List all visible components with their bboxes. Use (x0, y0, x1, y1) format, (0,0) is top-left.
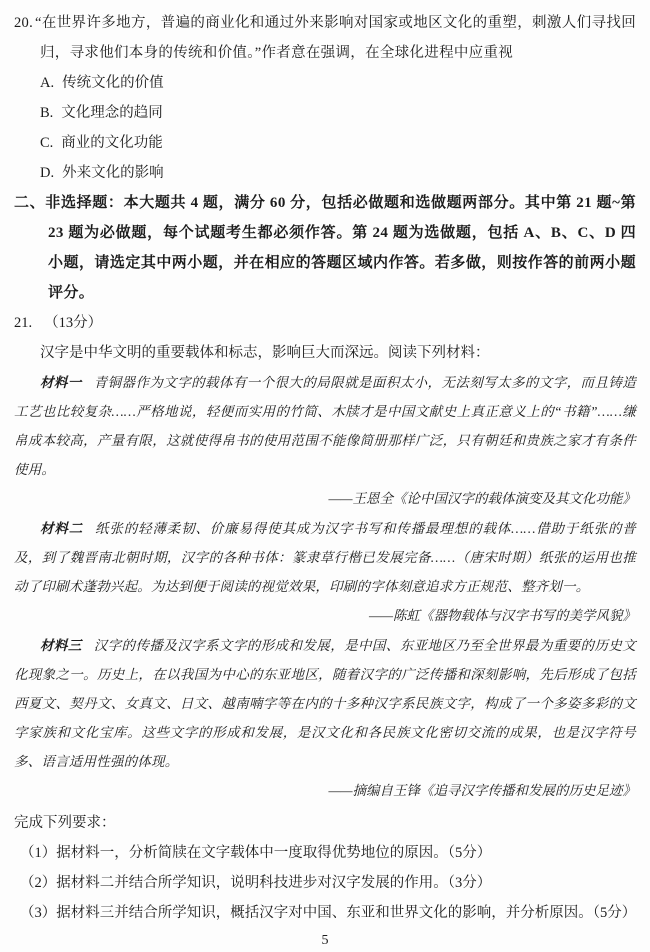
question-21-number: 21. (14, 315, 33, 331)
option-a-text: 传统文化的价值 (62, 75, 164, 91)
question-20-option-c (14, 128, 636, 158)
question-21-intro: 汉字是中华文明的重要载体和标志，影响巨大而深远。阅读下列材料： (40, 345, 490, 361)
material-3-source: ——摘编自王锋《追寻汉字传播和发展的历史足迹》 (328, 783, 636, 798)
material-2-label: 材料二 (40, 521, 84, 536)
option-d-text: 外来文化的影响 (62, 165, 164, 181)
question-20-stem (14, 8, 636, 68)
option-b-text: 文化理念的趋同 (61, 105, 163, 121)
requirements-heading: 完成下列要求： (14, 815, 116, 831)
material-3 (14, 631, 636, 776)
material-1-text: 青铜器作为文字的载体有一个很大的局限就是面积太小，无法刻写太多的文字，而且铸造工艺也比较复杂……严格地说，轻便而实用的竹简、木牍才是中国文献史上真正意义上的“书籍”……缣帛成本较高，产量有限，这就使得帛书的使用范围不能像简册那样广泛，只有朝廷和贵族之家才有条件使用。 (14, 375, 636, 477)
question-20-number: 20. (14, 15, 34, 31)
option-c-text: 商业的文化功能 (61, 135, 163, 151)
question-20-option-b (14, 98, 636, 128)
option-d-label: D. (40, 165, 55, 181)
material-1-label: 材料一 (40, 375, 82, 390)
option-b-label: B. (40, 105, 54, 121)
option-a-label: A. (40, 75, 55, 91)
question-21-header (14, 308, 636, 338)
question-20-option-a (14, 68, 636, 98)
material-3-label: 材料三 (40, 638, 82, 653)
section-2-instructions: 二、非选择题：本大题共 4 题，满分 60 分，包括必做题和选做题两部分。其中第 21 题~第 23 题为必做题，每个试题考生都必须作答。第 24 题为选做题，包括 A、B、C、D 四小题，请选定其中两小题，并在相应的答题区域内作答。若多做，则按作答的前两小题评分。 (14, 195, 636, 301)
question-20-text: “在世界许多地方，普遍的商业化和通过外来影响对国家或地区文化的重塑，刺激人们寻找回归，寻求他们本身的传统和价值。”作者意在强调，在全球化进程中应重视 (35, 15, 636, 61)
material-1-source: ——王恩全《论中国汉字的载体演变及其文化功能》 (328, 491, 636, 506)
material-2-source: ——陈虹《器物载体与汉字书写的美学风貌》 (368, 608, 636, 623)
question-20-option-d (14, 158, 636, 188)
material-2 (14, 514, 636, 601)
option-c-label: C. (40, 135, 54, 151)
question-21-score: （13分） (44, 315, 103, 331)
sub-question-3: （3）据材料三并结合所学知识，概括汉字对中国、东亚和世界文化的影响，并分析原因。（5分） (20, 905, 637, 921)
page-number: 5 (321, 933, 329, 948)
material-2-text: 纸张的轻薄柔韧、价廉易得使其成为汉字书写和传播最理想的载体……借助于纸张的普及，到了魏晋南北朝时期，汉字的各种书体：篆隶草行楷已发展完备……（唐宋时期）纸张的运用也推动了印刷术蓬勃兴起。为达到便于阅读的视觉效果，印刷的字体刻意追求方正规范、整齐划一。 (14, 521, 636, 594)
sub-question-2: （2）据材料二并结合所学知识，说明科技进步对汉字发展的作用。（3分） (20, 875, 492, 891)
material-1 (14, 368, 636, 484)
sub-question-1: （1）据材料一，分析简牍在文字载体中一度取得优势地位的原因。（5分） (20, 845, 492, 861)
material-3-text: 汉字的传播及汉字系文字的形成和发展，是中国、东亚地区乃至全世界最为重要的历史文化现象之一。历史上，在以我国为中心的东亚地区，随着汉字的广泛传播和深刻影响，先后形成了包括西夏文、契丹文、女真文、日文、越南喃字等在内的十多种汉字系民族文字，构成了一个多姿多彩的文字家族和文化宝库。这些文字的形成和发展，是汉文化和各民族文化密切交流的成果，也是汉字符号多、语言适用性强的体现。 (14, 638, 636, 769)
